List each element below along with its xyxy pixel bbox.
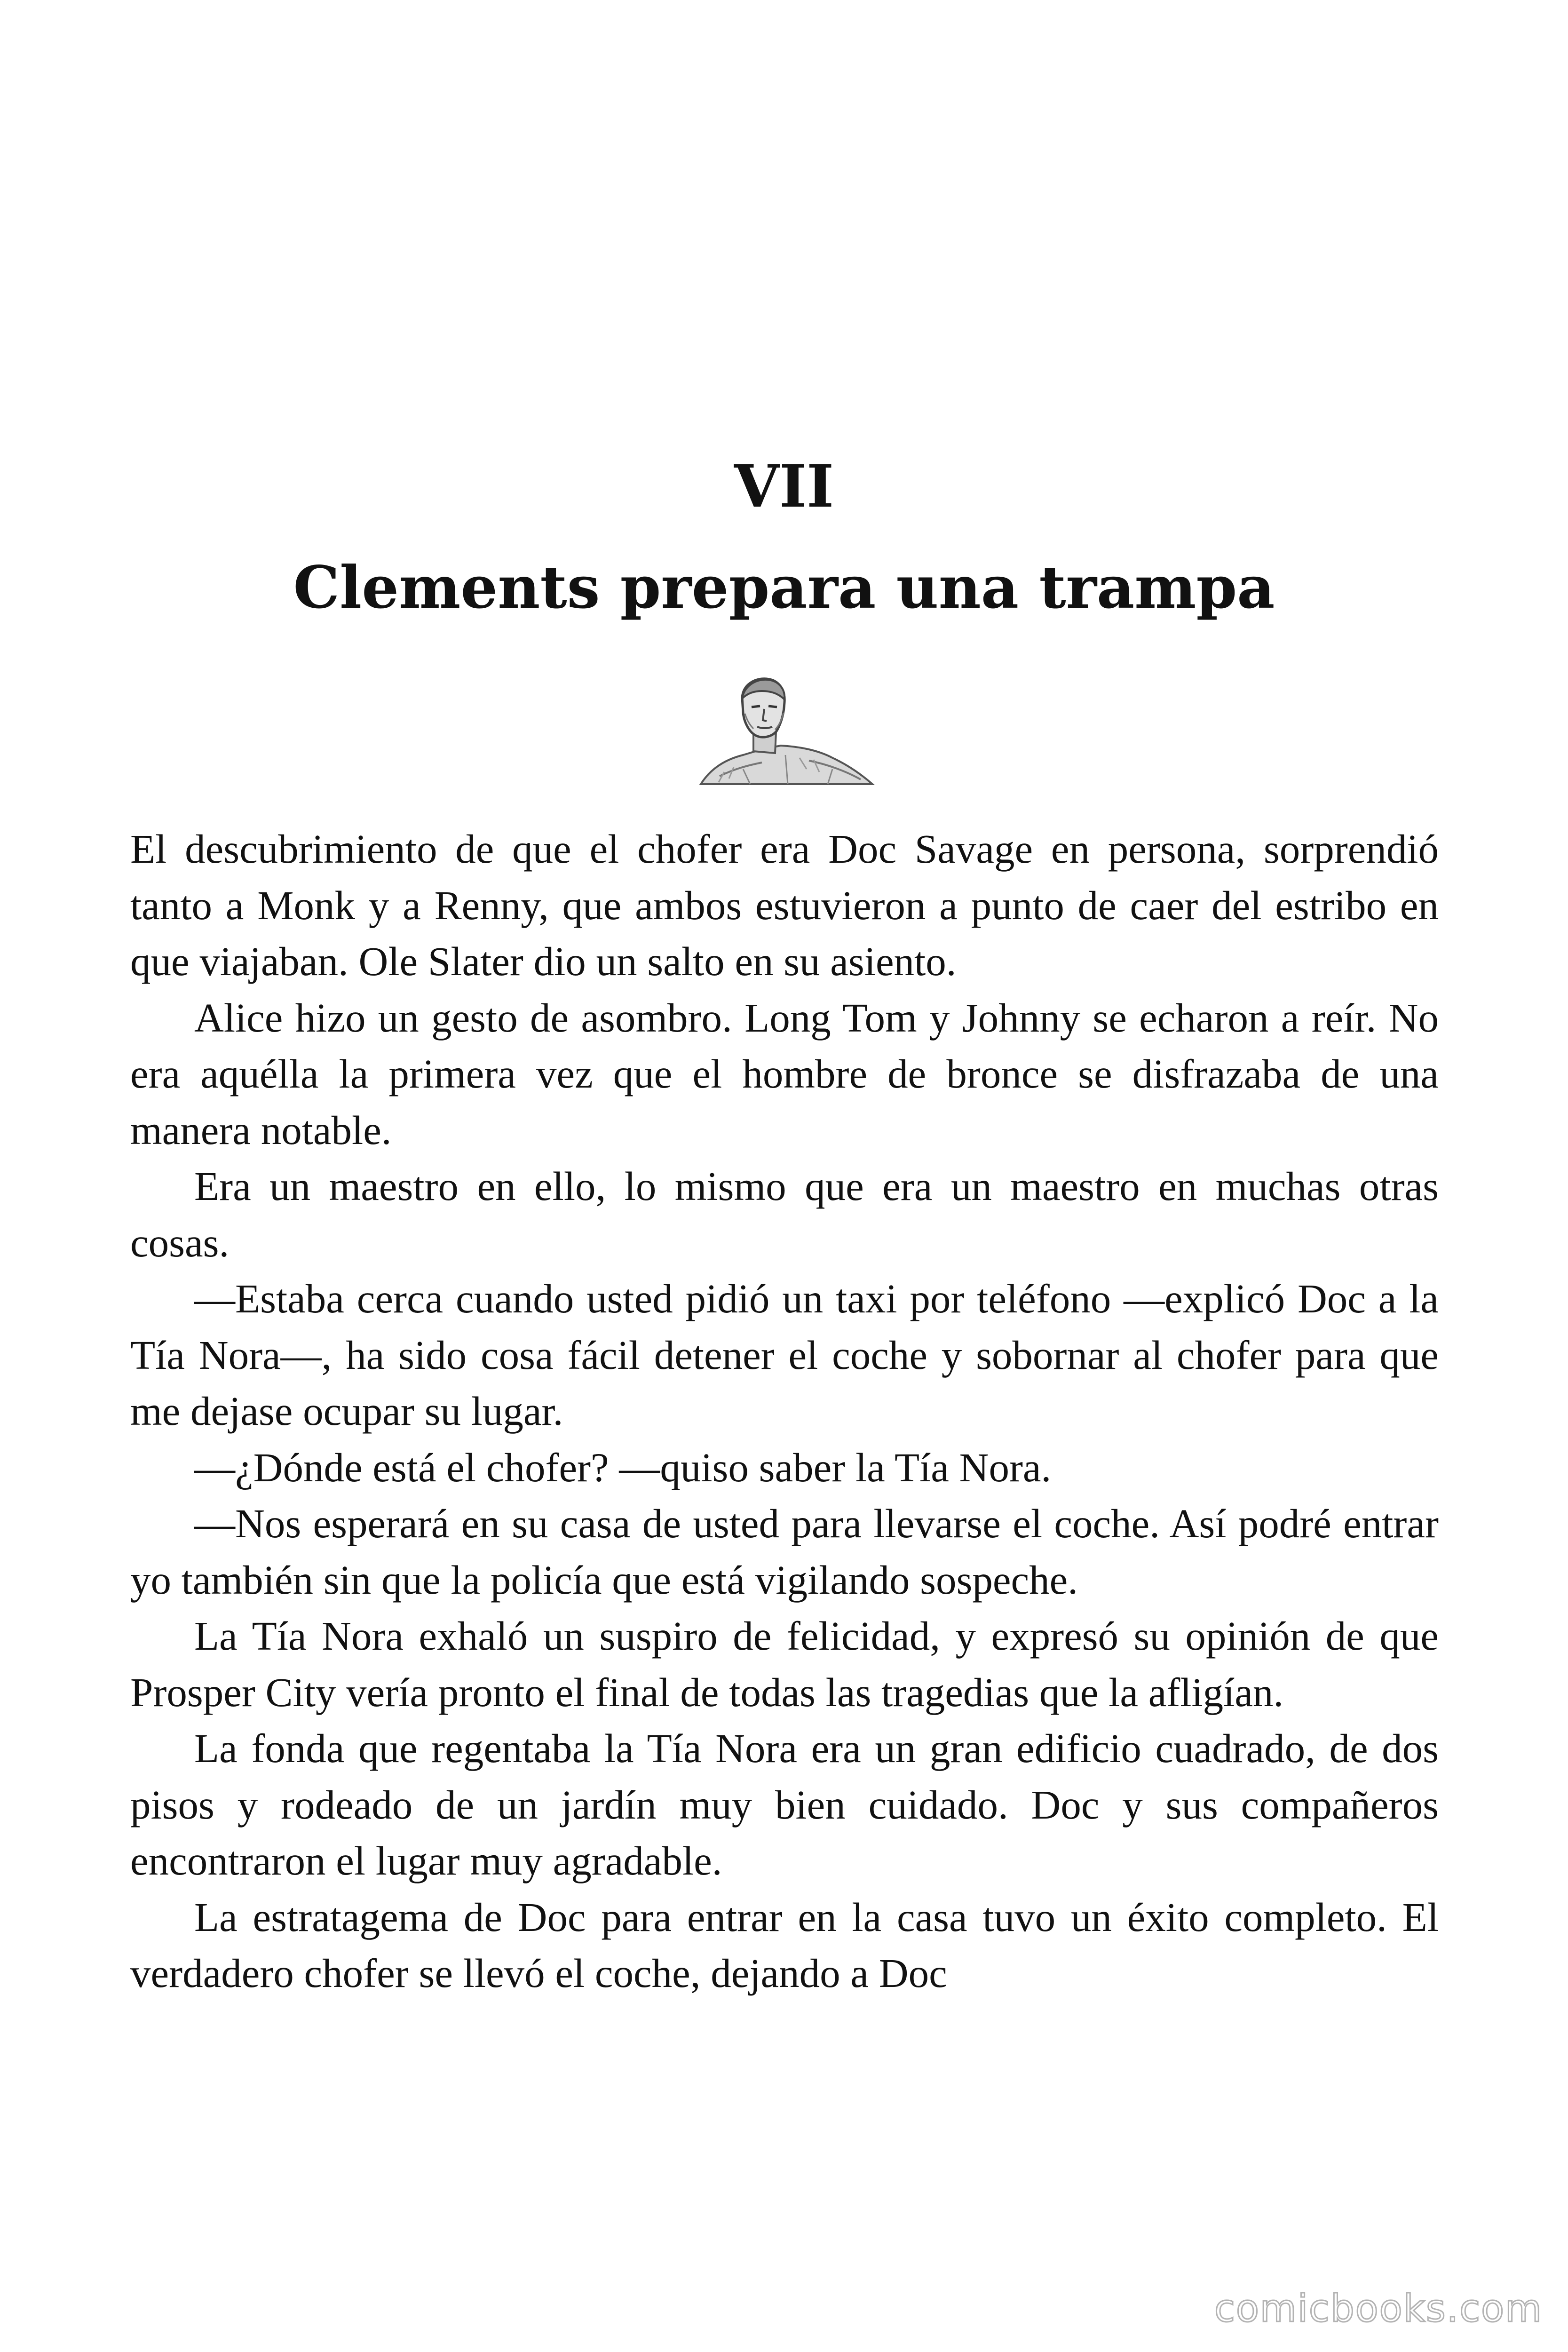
bronze-man-bust-icon <box>691 675 875 788</box>
paragraph: La Tía Nora exhaló un suspiro de felicidad, y expresó su opinión de que Prosper City vería pronto el final de todas las tragedias que la afligían. <box>130 1613 1439 1715</box>
paragraph: La estratagema de Doc para entrar en la casa tuvo un éxito completo. El verdadero chofer se llevó el coche, dejando a Doc <box>130 1894 1439 1996</box>
paragraph: Era un maestro en ello, lo mismo que era un maestro en muchas otras cosas. <box>130 1163 1439 1265</box>
paragraph: Alice hizo un gesto de asombro. Long Tom y Johnny se echaron a reír. No era aquélla la primera vez que el hombre de bronce se disfrazaba de una manera notable. <box>130 994 1439 1153</box>
paragraph: —¿Dónde está el chofer? —quiso saber la Tía Nora. <box>194 1444 1052 1490</box>
chapter-body <box>130 821 1439 2002</box>
paragraph: —Estaba cerca cuando usted pidió un taxi por teléfono —explicó Doc a la Tía Nora—, ha sido cosa fácil detener el coche y sobornar al chofer para que me dejase ocupar su lugar. <box>130 1276 1439 1434</box>
chapter-heading <box>0 452 1568 623</box>
paragraph: El descubrimiento de que el chofer era Doc Savage en persona, sorprendió tanto a Monk y a Renny, que ambos estuvieron a punto de caer del estribo en que viajaban. Ole Slater dio un salto en su asiento. <box>130 826 1439 984</box>
chapter-number: VII <box>734 453 834 521</box>
watermark: comicbooks.com <box>1214 2287 1543 2330</box>
chapter-title: Clements prepara una trampa <box>293 554 1275 622</box>
paragraph: La fonda que regentaba la Tía Nora era un gran edificio cuadrado, de dos pisos y rodeado de un jardín muy bien cuidado. Doc y sus compañeros encontraron el lugar muy agradable. <box>130 1725 1439 1883</box>
paragraph: —Nos esperará en su casa de usted para llevarse el coche. Así podré entrar yo también sin que la policía que está vigilando sospeche. <box>130 1501 1439 1603</box>
